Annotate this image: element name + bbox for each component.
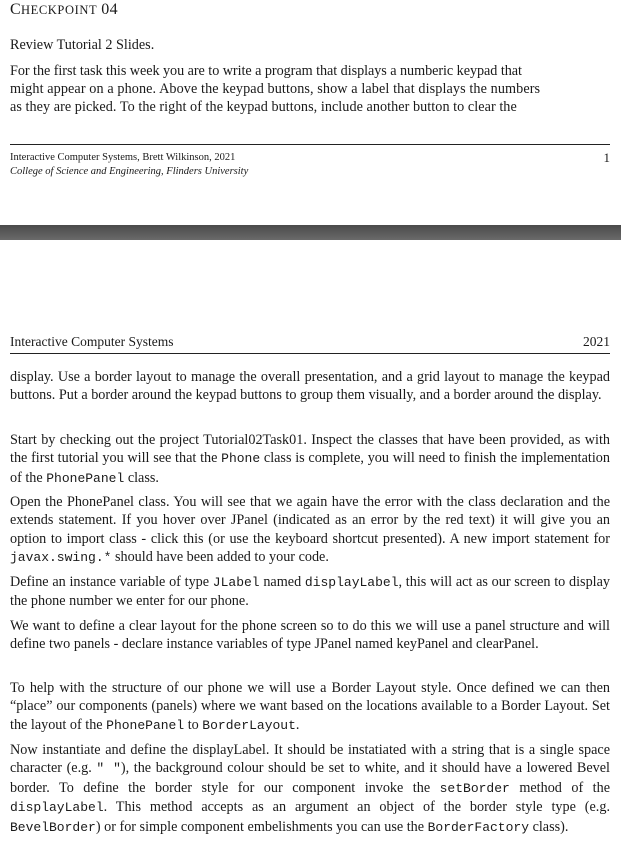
paragraph-border-layout: To help with the structure of our phone we will use a Border Layout style. Once defined we can then “place” our components (panels) where we want based on the locations available to a Border Layout. Set the layout of the PhonePanel to BorderLayout. [10, 680, 610, 733]
paragraph-display-label: Now instantiate and define the displayLabel. It should be instatiated with a string that is a single space character (e.g. " "), the background colour should be set to white, and it should have a lowered Bevel border. To define the border style for our component invoke the setBorder method of the displayLabel. This method accepts as an argument an object of the border style type (e.g. BevelBorder) or for simple component embelishments you can use the BorderFactory class). [10, 742, 610, 835]
intro-line-3: as they are picked. To the right of the keypad buttons, include another button to clear the [10, 99, 517, 115]
footer-institution: College of Science and Engineering, Flinders University [10, 166, 249, 177]
review-text: Review Tutorial 2 Slides. [10, 37, 155, 53]
paragraph-instance-variable: Define an instance variable of type JLabel named displayLabel, this will act as our screen to display the phone number we enter for our phone. [10, 574, 610, 610]
pdf-page-2 [0, 240, 621, 853]
footer-credit: Interactive Computer Systems, Brett Wilkinson, 2021 [10, 152, 236, 163]
paragraph-display: display. Use a border layout to manage the overall presentation, and a grid layout to manage the keypad buttons. Put a border around the keypad buttons to group them visually, and a border around the display. [10, 369, 610, 404]
intro-line-2: might appear on a phone. Above the keypad buttons, show a label that displays the numbers [10, 81, 541, 97]
page-gap [0, 225, 621, 240]
checkpoint-heading: CHECKPOINT 04 [10, 1, 118, 18]
paragraph-open-class: Open the PhonePanel class. You will see that we again have the error with the class declaration and the extends statement. If you hover over JPanel (indicated as an error by the red text) it will give you an option to import class - click this (or use the keyboard shortcut presented). A new import statement for javax.swing.* should have been added to your code. [10, 494, 610, 566]
paragraph-checkout: Start by checking out the project Tutorial02Task01. Inspect the classes that have been provided, as with the first tutorial you will see that the Phone class is complete, you will need to finish the implementation of the PhonePanel class. [10, 432, 610, 486]
running-head: Interactive Computer Systems [10, 334, 174, 349]
intro-line-1: For the first task this week you are to write a program that displays a numberic keypad that [10, 63, 522, 79]
header-rule [10, 353, 610, 354]
page-number: 1 [603, 150, 610, 165]
running-head-year: 2021 [583, 334, 610, 349]
footer-rule [10, 144, 610, 145]
paragraph-panels: We want to define a clear layout for the phone screen so to do this we will use a panel structure and will define two panels - declare instance variables of type JPanel named keyPanel and clearPanel. [10, 618, 610, 653]
pdf-page-1 [0, 0, 621, 225]
